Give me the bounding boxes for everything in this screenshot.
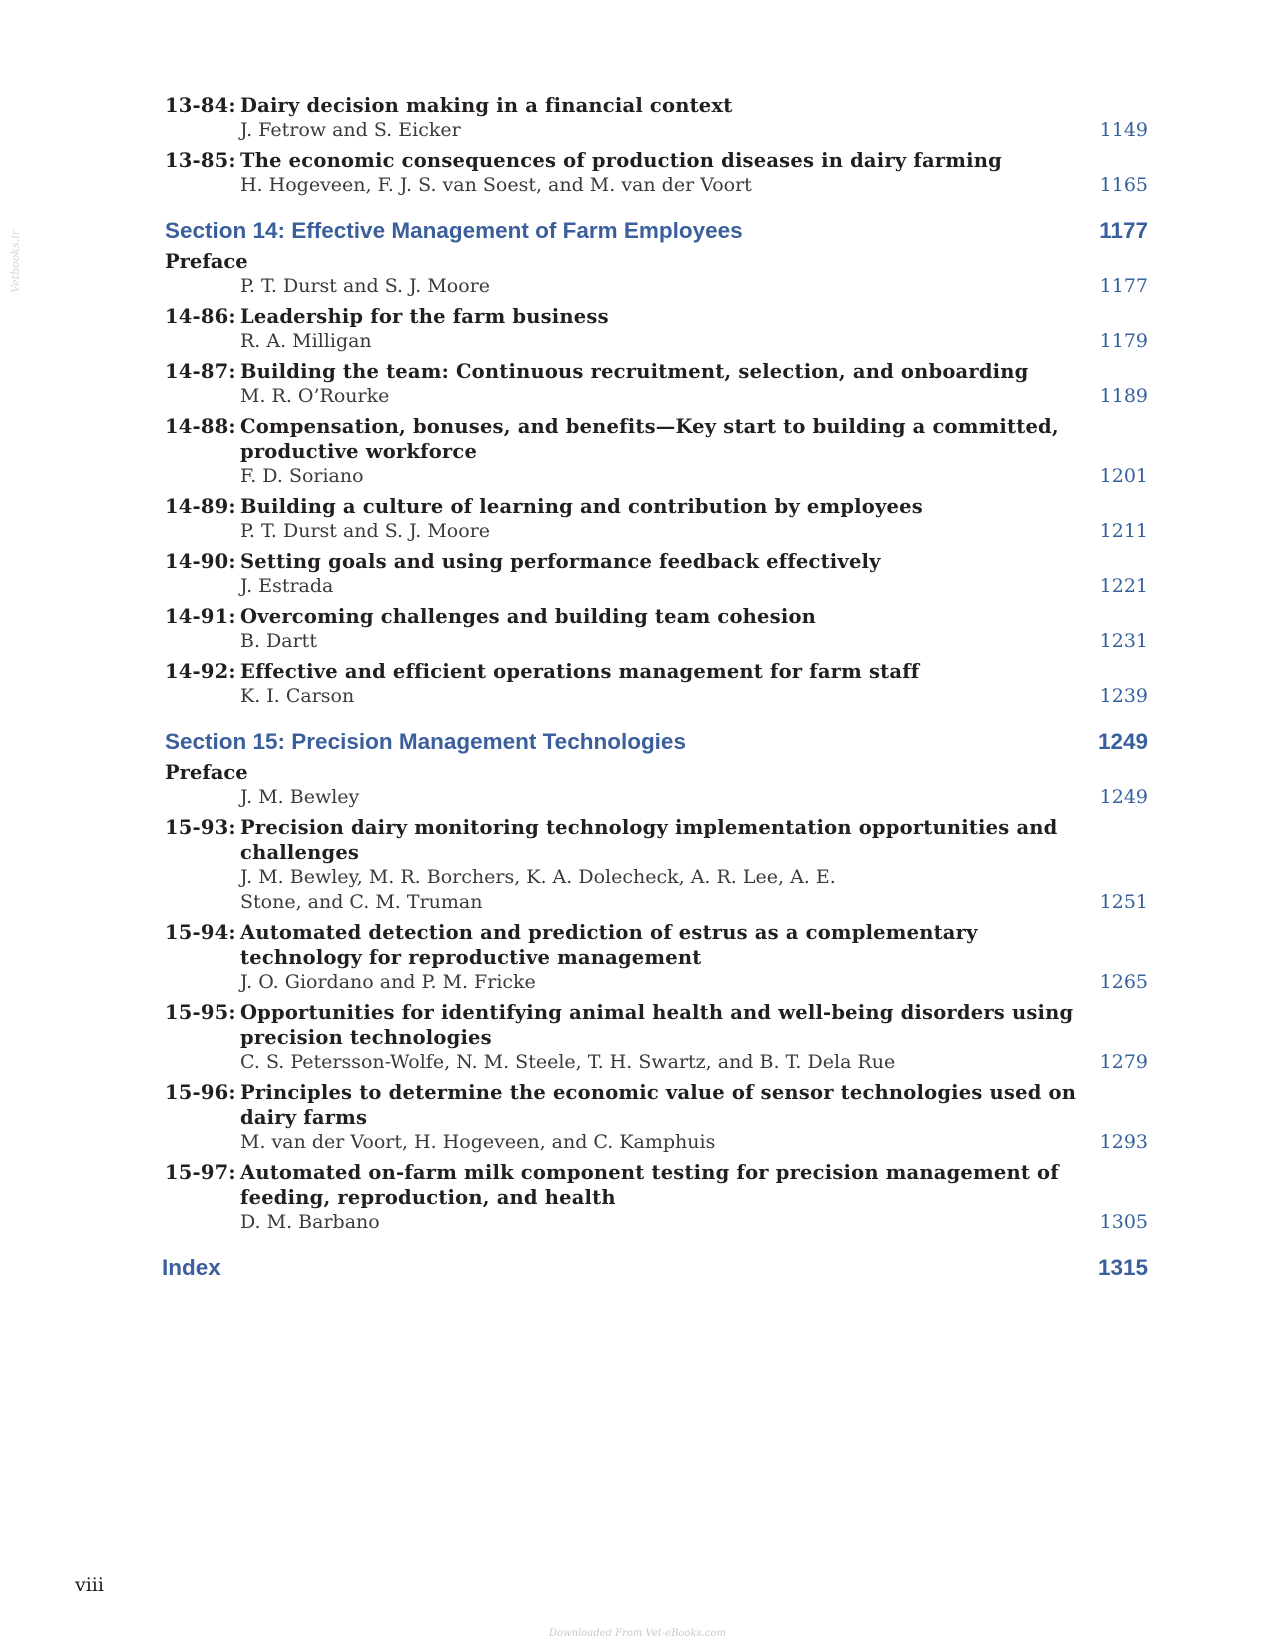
chapter-title: Effective and efficient operations management for farm staff bbox=[240, 660, 920, 683]
chapter-title: Precision dairy monitoring technology implementation opportunities and challenges bbox=[240, 816, 1058, 864]
chapter-number: 15-94: bbox=[165, 921, 236, 944]
page-number[interactable]: 1251 bbox=[1099, 891, 1148, 913]
toc-entry-14-87[interactable] bbox=[165, 359, 1165, 409]
chapter-title: Compensation, bonuses, and benefits—Key start to building a committed, productive workforce bbox=[240, 415, 1059, 463]
toc-entry-14-89[interactable] bbox=[165, 494, 1165, 544]
chapter-number: 14-90: bbox=[165, 550, 236, 573]
chapter-authors: C. S. Petersson-Wolfe, N. M. Steele, T. H. Swartz, and B. T. Dela Rue bbox=[240, 1051, 896, 1073]
page-folio: viii bbox=[75, 1574, 104, 1596]
side-watermark: Vetbooks.ir bbox=[8, 230, 22, 293]
chapter-number: 14-88: bbox=[165, 415, 236, 438]
section-title: Section 14: Effective Management of Farm Employees bbox=[165, 218, 743, 243]
chapter-authors: J. Fetrow and S. Eicker bbox=[240, 119, 461, 141]
chapter-authors: J. O. Giordano and P. M. Fricke bbox=[240, 971, 536, 993]
toc-entry-15-93[interactable] bbox=[165, 815, 1165, 915]
index-title: Index bbox=[162, 1255, 221, 1280]
page-number[interactable]: 1221 bbox=[1099, 575, 1148, 597]
section-page: 1249 bbox=[1097, 729, 1148, 754]
preface-label: Preface bbox=[165, 761, 248, 784]
chapter-number: 14-86: bbox=[165, 305, 236, 328]
page-number[interactable]: 1305 bbox=[1099, 1211, 1148, 1233]
bottom-watermark: Downloaded From Vet-eBooks.com bbox=[549, 1628, 726, 1639]
page-number[interactable]: 1293 bbox=[1099, 1131, 1148, 1153]
toc-entry-section-15-preface[interactable] bbox=[165, 760, 1165, 810]
page-number[interactable]: 1211 bbox=[1099, 520, 1148, 542]
toc-entry-13-85[interactable] bbox=[165, 148, 1165, 198]
chapter-authors: R. A. Milligan bbox=[240, 330, 372, 352]
toc-entry-15-97[interactable] bbox=[165, 1160, 1165, 1235]
toc-entry-14-92[interactable] bbox=[165, 659, 1165, 709]
index-heading[interactable] bbox=[162, 1253, 1148, 1283]
preface-authors: P. T. Durst and S. J. Moore bbox=[240, 275, 491, 297]
chapter-authors: M. van der Voort, H. Hogeveen, and C. Kamphuis bbox=[240, 1131, 716, 1153]
chapter-number: 15-95: bbox=[165, 1001, 236, 1024]
chapter-authors: P. T. Durst and S. J. Moore bbox=[240, 520, 491, 542]
page-number[interactable]: 1265 bbox=[1099, 971, 1148, 993]
chapter-title: Principles to determine the economic value of sensor technologies used on dairy farms bbox=[240, 1081, 1077, 1129]
chapter-authors: K. I. Carson bbox=[240, 685, 355, 707]
chapter-number: 14-92: bbox=[165, 660, 236, 683]
section-page: 1177 bbox=[1099, 218, 1148, 243]
chapter-title: Overcoming challenges and building team cohesion bbox=[240, 605, 817, 628]
chapter-title: Building a culture of learning and contribution by employees bbox=[240, 495, 923, 518]
chapter-number: 14-89: bbox=[165, 495, 236, 518]
table-of-contents bbox=[162, 93, 1165, 1286]
index-page: 1315 bbox=[1097, 1255, 1148, 1280]
chapter-title: Opportunities for identifying animal health and well-being disorders using precision technologies bbox=[240, 1001, 1074, 1049]
toc-entry-15-94[interactable] bbox=[165, 920, 1165, 995]
page-number[interactable]: 1239 bbox=[1099, 685, 1148, 707]
toc-entry-14-86[interactable] bbox=[165, 304, 1165, 354]
section-15-heading[interactable] bbox=[165, 727, 1148, 757]
page-number[interactable]: 1165 bbox=[1099, 174, 1148, 196]
section-title: Section 15: Precision Management Technologies bbox=[165, 729, 686, 754]
chapter-authors: J. Estrada bbox=[240, 575, 334, 597]
toc-entry-14-90[interactable] bbox=[165, 549, 1165, 599]
chapter-title: The economic consequences of production diseases in dairy farming bbox=[240, 149, 1002, 172]
chapter-title: Automated on-farm milk component testing for precision management of feeding, reproduction, and health bbox=[240, 1161, 1059, 1209]
chapter-authors: J. M. Bewley, M. R. Borchers, K. A. Dolecheck, A. R. Lee, A. E. Stone, and C. M. Truman bbox=[240, 866, 836, 913]
chapter-title: Leadership for the farm business bbox=[240, 305, 609, 328]
chapter-number: 13-84: bbox=[165, 94, 236, 117]
toc-entry-15-96[interactable] bbox=[165, 1080, 1165, 1155]
chapter-number: 15-96: bbox=[165, 1081, 236, 1104]
chapter-authors: F. D. Soriano bbox=[240, 465, 364, 487]
preface-authors: J. M. Bewley bbox=[240, 786, 360, 808]
chapter-authors: M. R. O’Rourke bbox=[240, 385, 390, 407]
toc-entry-15-95[interactable] bbox=[165, 1000, 1165, 1075]
toc-entry-14-91[interactable] bbox=[165, 604, 1165, 654]
chapter-number: 14-87: bbox=[165, 360, 236, 383]
chapter-authors: B. Dartt bbox=[240, 630, 317, 652]
toc-entry-13-84[interactable] bbox=[165, 93, 1165, 143]
page-number[interactable]: 1177 bbox=[1099, 275, 1148, 297]
page-number[interactable]: 1189 bbox=[1099, 385, 1148, 407]
chapter-title: Dairy decision making in a financial context bbox=[240, 94, 733, 117]
section-14-heading[interactable] bbox=[165, 216, 1148, 246]
chapter-title: Setting goals and using performance feedback effectively bbox=[240, 550, 881, 573]
chapter-title: Automated detection and prediction of estrus as a complementary technology for reproductive management bbox=[240, 921, 978, 969]
chapter-number: 15-93: bbox=[165, 816, 236, 839]
page-number[interactable]: 1231 bbox=[1099, 630, 1148, 652]
page-number[interactable]: 1279 bbox=[1099, 1051, 1148, 1073]
toc-entry-section-14-preface[interactable] bbox=[165, 249, 1165, 299]
chapter-title: Building the team: Continuous recruitment, selection, and onboarding bbox=[240, 360, 1029, 383]
page-number[interactable]: 1201 bbox=[1099, 465, 1148, 487]
chapter-authors: H. Hogeveen, F. J. S. van Soest, and M. van der Voort bbox=[240, 174, 752, 196]
page-number[interactable]: 1179 bbox=[1099, 330, 1148, 352]
page-number[interactable]: 1249 bbox=[1099, 786, 1148, 808]
chapter-number: 13-85: bbox=[165, 149, 236, 172]
toc-entry-14-88[interactable] bbox=[165, 414, 1165, 489]
chapter-number: 14-91: bbox=[165, 605, 236, 628]
chapter-number: 15-97: bbox=[165, 1161, 236, 1184]
page-number[interactable]: 1149 bbox=[1099, 119, 1148, 141]
preface-label: Preface bbox=[165, 250, 248, 273]
chapter-authors: D. M. Barbano bbox=[240, 1211, 380, 1233]
